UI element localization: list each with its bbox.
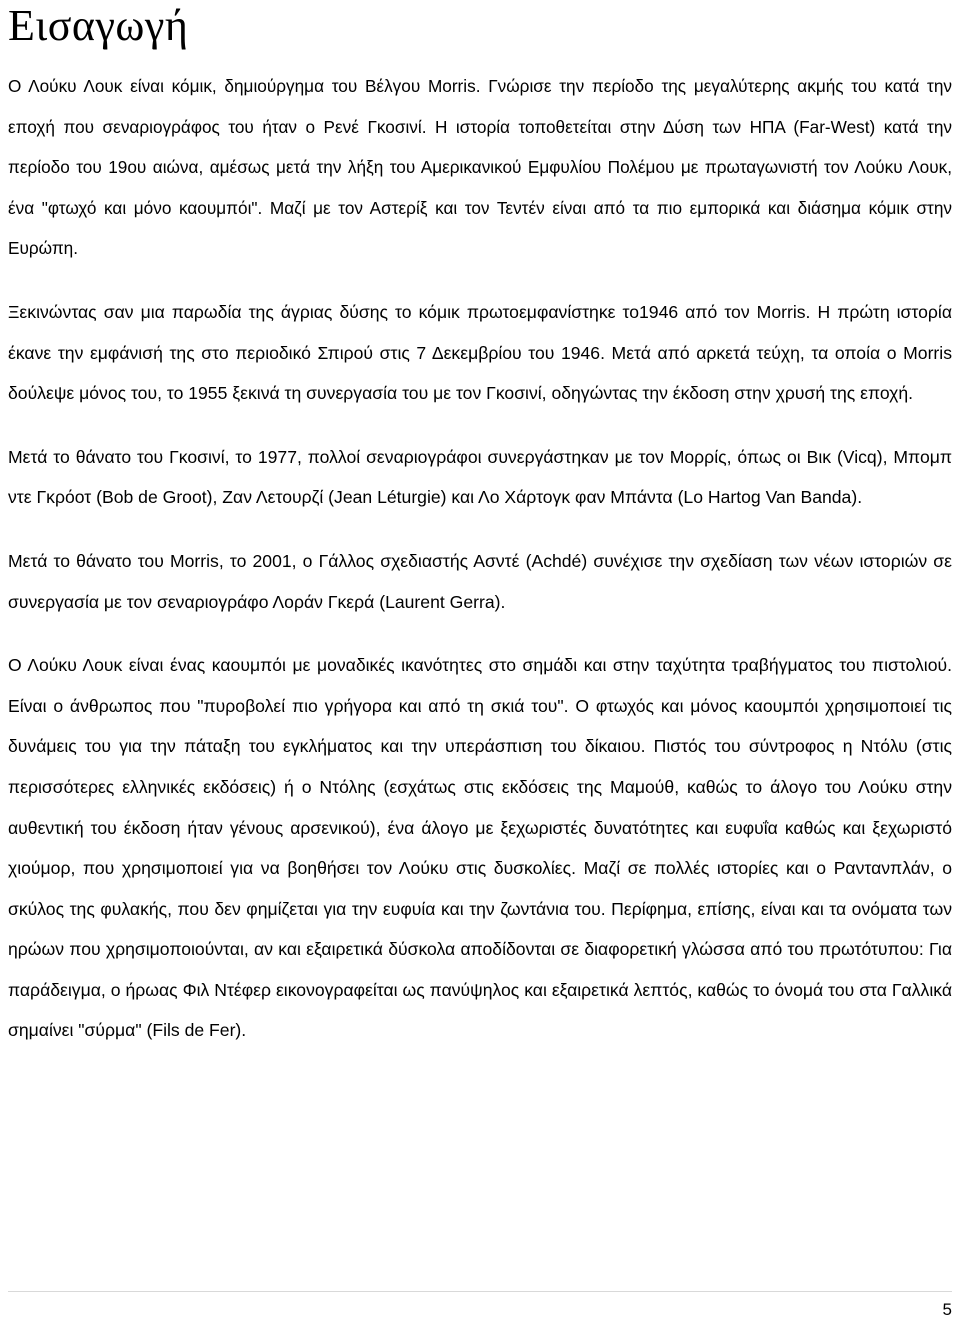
paragraph-history: Ξεκινώντας σαν μια παρωδία της άγριας δύσης το κόμικ πρωτοεμφανίστηκε το1946 από τον Morris. Η πρώτη ιστορία έκανε την εμφάνισή της στο περιοδικό Σπιρού στις 7 Δεκεμβρίου του 1946. Μετά από αρκετά τεύχη, τα οποία ο Morris δούλεψε μόνος του, το 1955 ξεκινά τη συνεργασία του με τον Γκοσινί, οδηγώντας την έκδοση στην χρυσή της εποχή.	[8, 301, 952, 404]
body-text	[8, 66, 952, 1074]
page-title: Εισαγωγή	[8, 1, 189, 50]
paragraph-intro: Ο Λούκυ Λουκ είναι κόμικ, δημιούργημα του Βέλγου Morris. Γνώρισε την περίοδο της μεγαλύτερης ακμής του κατά την εποχή που σεναριογράφος του ήταν ο Ρενέ Γκοσινί. Η ιστορία τοποθετείται στην Δύση των ΗΠΑ (Far-West) κατά την περίοδο του 19ου αιώνα, αμέσως μετά την λήξη του Αμερικανικού Εμφυλίου Πολέμου με πρωταγωνιστή τον Λούκυ Λουκ, ένα "φτωχό και μόνο καουμπόι". Μαζί με τον Αστερίξ και τον Τεντέν είναι από τα πιο εμπορικά και διάσημα κόμικ στην Ευρώπη.	[8, 76, 952, 259]
footer-divider	[8, 1291, 952, 1292]
page-number: 5	[942, 1300, 952, 1319]
paragraph-after-goscinny: Μετά το θάνατο του Γκοσινί, το 1977, πολλοί σεναριογράφοι συνεργάστηκαν με τον Μορρίς, όπως οι Βικ (Vicq), Μπομπ ντε Γκρόοτ (Bob de Groot), Ζαν Λετουρζί (Jean Léturgie) και Λο Χάρτογκ φαν Μπάντα (Lo Hartog Van Banda).	[8, 446, 952, 508]
paragraph-characters: Ο Λούκυ Λουκ είναι ένας καουμπόι με μοναδικές ικανότητες στο σημάδι και στην ταχύτητα τραβήγματος του πιστολιού. Είναι ο άνθρωπος που "πυροβολεί πιο γρήγορα και από τη σκιά του". Ο φτωχός και μόνος καουμπόι χρησιμοποιεί τις δυνάμεις του για την πάταξη του εγκλήματος και την υπεράσπιση του δίκαιου. Πιστός του σύντροφος η Ντόλυ (στις περισσότερες ελληνικές εκδόσεις) ή ο Ντόλης (εσχάτως στις εκδόσεις της Μαμούθ, καθώς το άλογο του Λούκυ στην αυθεντική του έκδοση ήταν γένους αρσενικού), ένα άλογο με ξεχωριστές δυνατότητες και ευφυΐα καθώς και ξεχωριστό χιούμορ, που χρησιμοποιεί για να βοηθήσει τον Λούκυ στις δυσκολίες. Μαζί σε πολλές ιστορίες και ο Ραντανπλάν, ο σκύλος της φυλακής, που δεν φημίζεται για την ευφυία και την ζωντάνια του. Περίφημα, επίσης, είναι και τα ονόματα των ηρώων που χρησιμοποιούνται, αν και εξαιρετικά δύσκολα αποδίδονται σε διαφορετική γλώσσα από του πρωτότυπου: Για παράδειγμα, ο ήρωας Φιλ Ντέφερ εικονογραφείται ως πανύψηλος και εξαιρετικά λεπτός, καθώς το όνομά του στα Γαλλικά σημαίνει "σύρμα" (Fils de Fer).	[8, 655, 952, 1041]
paragraph-after-morris: Μετά το θάνατο του Morris, το 2001, ο Γάλλος σχεδιαστής Ασντέ (Achdé) συνέχισε την σχεδίαση των νέων ιστοριών σε συνεργασία με τον σεναριογράφο Λοράν Γκερά (Laurent Gerra).	[8, 550, 952, 612]
